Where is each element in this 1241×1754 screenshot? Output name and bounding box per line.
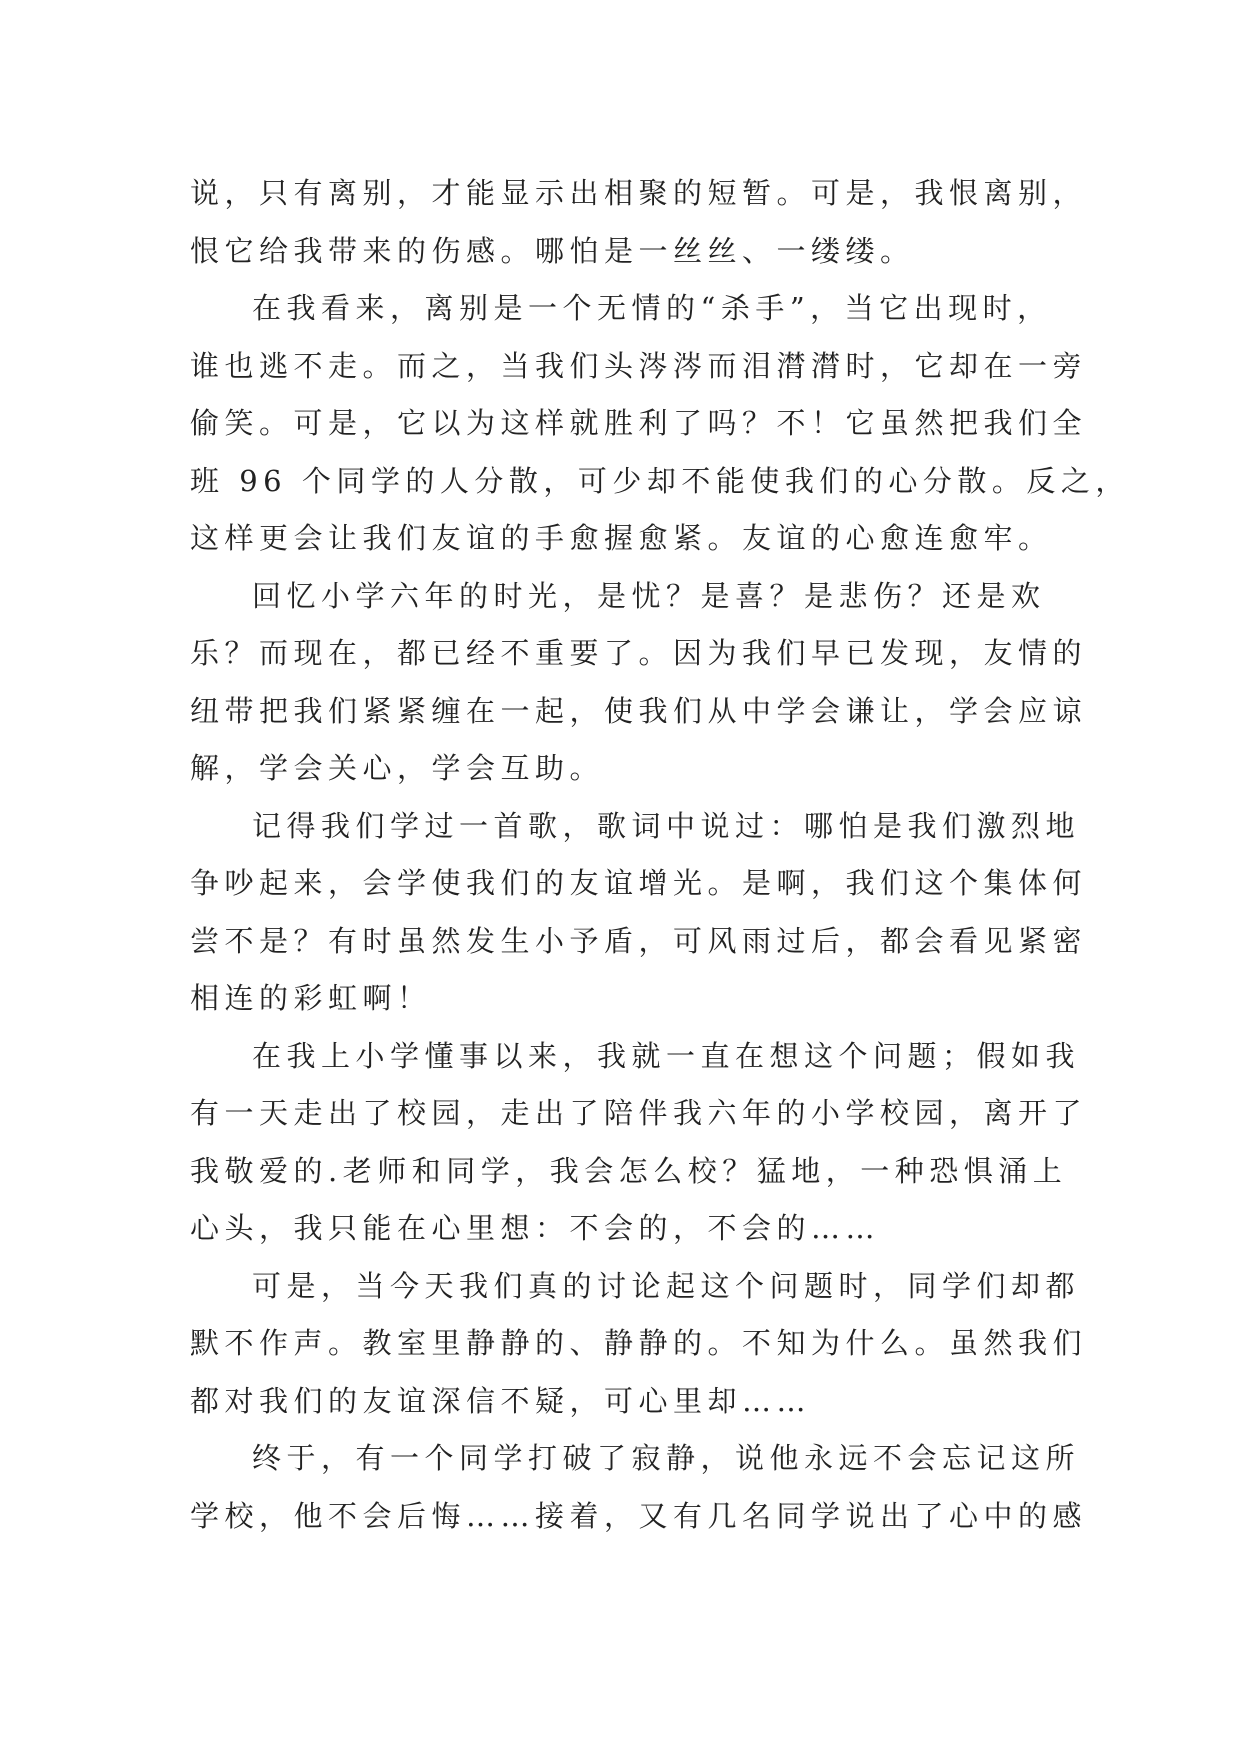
text-line: 有一天走出了校园，走出了陪伴我六年的小学校园，离开了: [190, 1096, 1088, 1130]
text-line: 争吵起来，会学使我们的友谊增光。是啊，我们这个集体何: [190, 866, 1088, 900]
text-line: 纽带把我们紧紧缠在一起，使我们从中学会谦让，学会应谅: [190, 693, 1088, 728]
text-line: 在我看来，离别是一个无情的“杀手”，当它出现时，: [252, 291, 1052, 325]
text-line: 说，只有离别，才能显示出相聚的短暂。可是，我恨离别，: [190, 176, 1088, 210]
text-line: 尝不是？有时虽然发生小予盾，可风雨过后，都会看见紧密: [190, 923, 1088, 958]
text-line: 记得我们学过一首歌，歌词中说过：哪怕是我们激烈地: [252, 808, 1081, 843]
body-text: [190, 165, 1130, 1545]
text-line: 在我上小学懂事以来，我就一直在想这个问题；假如我: [252, 1038, 1081, 1073]
text-line: 这样更会让我们友谊的手愈握愈紧。友谊的心愈连愈牢。: [190, 521, 1053, 555]
text-line: 终于，有一个同学打破了寂静，说他永远不会忘记这所: [252, 1441, 1081, 1475]
text-line: 学校，他不会后悔……接着，又有几名同学说出了心中的感: [190, 1498, 1088, 1533]
text-line: 恨它给我带来的伤感。哪怕是一丝丝、一缕缕。: [190, 233, 915, 268]
text-line: 我敬爱的.老师和同学，我会怎么校？猛地，一种恐惧涌上: [190, 1153, 1068, 1188]
text-line: 可是，当今天我们真的讨论起这个问题时，同学们却都: [252, 1268, 1081, 1303]
text-line: 解，学会关心，学会互助。: [190, 751, 605, 785]
text-line: 谁也逃不走。而之，当我们头涔涔而泪潸潸时，它却在一旁: [190, 348, 1088, 383]
text-line: 班 96 个同学的人分散，可少却不能使我们的心分散。反之，: [190, 463, 1130, 498]
text-line: 都对我们的友谊深信不疑，可心里却……: [190, 1383, 812, 1418]
text-line: 偷笑。可是，它以为这样就胜利了吗？不！它虽然把我们全: [190, 406, 1088, 440]
text-line: 心头，我只能在心里想：不会的，不会的……: [190, 1211, 881, 1245]
text-line: 乐？而现在，都已经不重要了。因为我们早已发现，友情的: [190, 636, 1088, 670]
text-line: 相连的彩虹啊！: [190, 981, 432, 1015]
text-line: 回忆小学六年的时光，是忧？是喜？是悲伤？还是欢: [252, 578, 1046, 613]
text-line: 默不作声。教室里静静的、静静的。不知为什么。虽然我们: [190, 1326, 1088, 1360]
